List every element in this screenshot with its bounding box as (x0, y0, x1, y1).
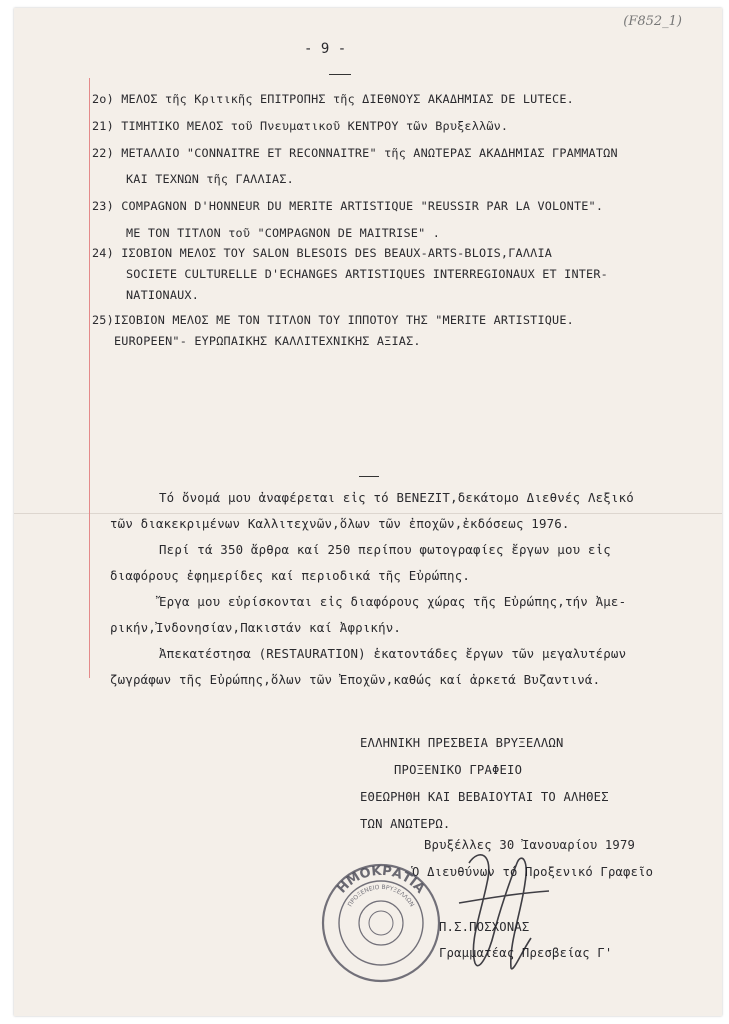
paragraph-line-7: Ἀπεκατέστησα (RESTAURATION) ἑκατοντάδες ἔργων τῶν μεγαλυτέρων (159, 646, 627, 661)
list-item-24-cont-1: SOCIETE CULTURELLE D'ECHANGES ARTISTIQUES INTERREGIONAUX ET INTER- (126, 267, 608, 281)
embassy-stamp (319, 861, 444, 986)
list-item-21: 21) ΤΙΜΗΤΙΚΟ ΜΕΛΟΣ τοῦ Πνευματικοῦ ΚΕΝΤΡΟΥ τῶν Βρυξελλῶν. (92, 119, 509, 133)
paragraph-line-2: τῶν διακεκριμένων Καλλιτεχνῶν,ὅλων τῶν ἐποχῶν,ἐκδόσεως 1976. (110, 516, 570, 531)
embassy-line: ΕΛΛΗΝΙΚΗ ΠΡΕΣΒΕΙΑ ΒΡΥΞΕΛΛΩΝ (360, 736, 564, 750)
separator-dash (329, 74, 351, 75)
signature-role: Ὁ Διευθύνων τό Προξενικό Γραφεῖο (412, 865, 654, 879)
list-item-25: 25)ΙΣΟΒΙΟΝ ΜΕΛΟΣ ΜΕ ΤΟΝ ΤΙΤΛΟΝ ΤΟΥ ΙΠΠΟΤΟΥ ΤΗΣ "MERITE ARTISTIQUE. (92, 313, 574, 327)
paragraph-line-4: διαφόρους ἐφημερίδες καί περιοδικά τῆς Εὐρώπης. (110, 568, 471, 583)
margin-line (89, 78, 90, 678)
list-item-25-cont: EUROPEEN"- ΕΥΡΩΠΑΙΚΗΣ ΚΑΛΛΙΤΕΧΝΙΚΗΣ ΑΞΙΑΣ. (114, 334, 421, 348)
page-number: - 9 - (304, 41, 347, 57)
list-item-23-cont: ΜΕ ΤΟΝ ΤΙΤΛΟΝ τοῦ "COMPAGNON DE MAITRISE" . (126, 226, 440, 240)
list-item-22-cont: ΚΑΙ ΤΕΧΝΩΝ τῆς ΓΑΛΛΙΑΣ. (126, 172, 294, 186)
list-item-20: 2o) ΜΕΛΟΣ τῆς Κριτικῆς ΕΠΙΤΡΟΠΗΣ τῆς ΔΙΕΘΝΟΥΣ ΑΚΑΔΗΜΙΑΣ DE LUTECE. (92, 92, 574, 106)
paragraph-line-3: Περί τά 350 ἄρθρα καί 250 περίπου φωτογραφίες ἔργων μου εἰς (159, 542, 611, 557)
signature-date: Βρυξέλλες 30 Ἰανουαρίου 1979 (424, 838, 636, 852)
paragraph-line-5: Ἔργα μου εὑρίσκονται εἰς διαφόρους χώρας τῆς Εὐρώπης,τήν Ἀμε- (159, 594, 627, 609)
certification-line-2: ΤΩΝ ΑΝΩΤΕΡΩ. (360, 817, 451, 831)
list-item-23: 23) COMPAGNON D'HONNEUR DU MERITE ARTISTIQUE "REUSSIR PAR LA VOLONTE". (92, 199, 604, 213)
stamp-inner-text: ΠΡΟΞΕΝΕΙΟ ΒΡΥΞΕΛΛΩΝ (346, 883, 416, 909)
reference-note: (F852_1) (623, 14, 682, 29)
paper-fold (14, 513, 722, 514)
list-item-24-cont-2: NATIONAUX. (126, 288, 200, 302)
list-item-24: 24) ΙΣΟΒΙΟΝ ΜΕΛΟΣ ΤΟΥ SALON BLESOIS DES BEAUX-ARTS-BLOIS,ΓΑΛΛΙΑ (92, 246, 553, 260)
paragraph-line-6: ρικήν,Ἰνδονησίαν,Πακιστάν καί Ἀφρικήν. (110, 620, 402, 635)
consular-office-line: ΠΡΟΞΕΝΙΚΟ ΓΡΑΦΕΙΟ (394, 763, 523, 777)
handwritten-signature (439, 843, 579, 983)
signatory-name: Π.Σ.ΠΟΣΧΟΝΑΣ (439, 920, 530, 934)
stamp-outer-text: ΗΜΟΚΡΑΤΙΑ (334, 863, 428, 897)
signatory-title: Γραμματέας Πρεσβείας Γ' (439, 946, 613, 960)
separator-dash-2 (359, 476, 379, 477)
certification-line: ΕΘΕΩΡΗΘΗ ΚΑΙ ΒΕΒΑΙΟΥΤΑΙ ΤΟ ΑΛΗΘΕΣ (360, 790, 609, 804)
paragraph-line-8: ζωγράφων τῆς Εὐρώπης,ὅλων τῶν Ἐποχῶν,καθώς καί ἀρκετά Βυζαντινά. (110, 672, 601, 687)
paragraph-line-1: Τό ὄνομά μου ἀναφέρεται εἰς τό BENEZIT,δεκάτομο Διεθνές Λεξικό (159, 490, 634, 505)
list-item-22: 22) ΜΕΤΑΛΛΙΟ "CONNAITRE ET RECONNAITRE" τῆς ΑΝΩΤΕΡΑΣ ΑΚΑΔΗΜΙΑΣ ΓΡΑΜΜΑΤΩΝ (92, 146, 618, 160)
document-page (14, 8, 722, 1016)
